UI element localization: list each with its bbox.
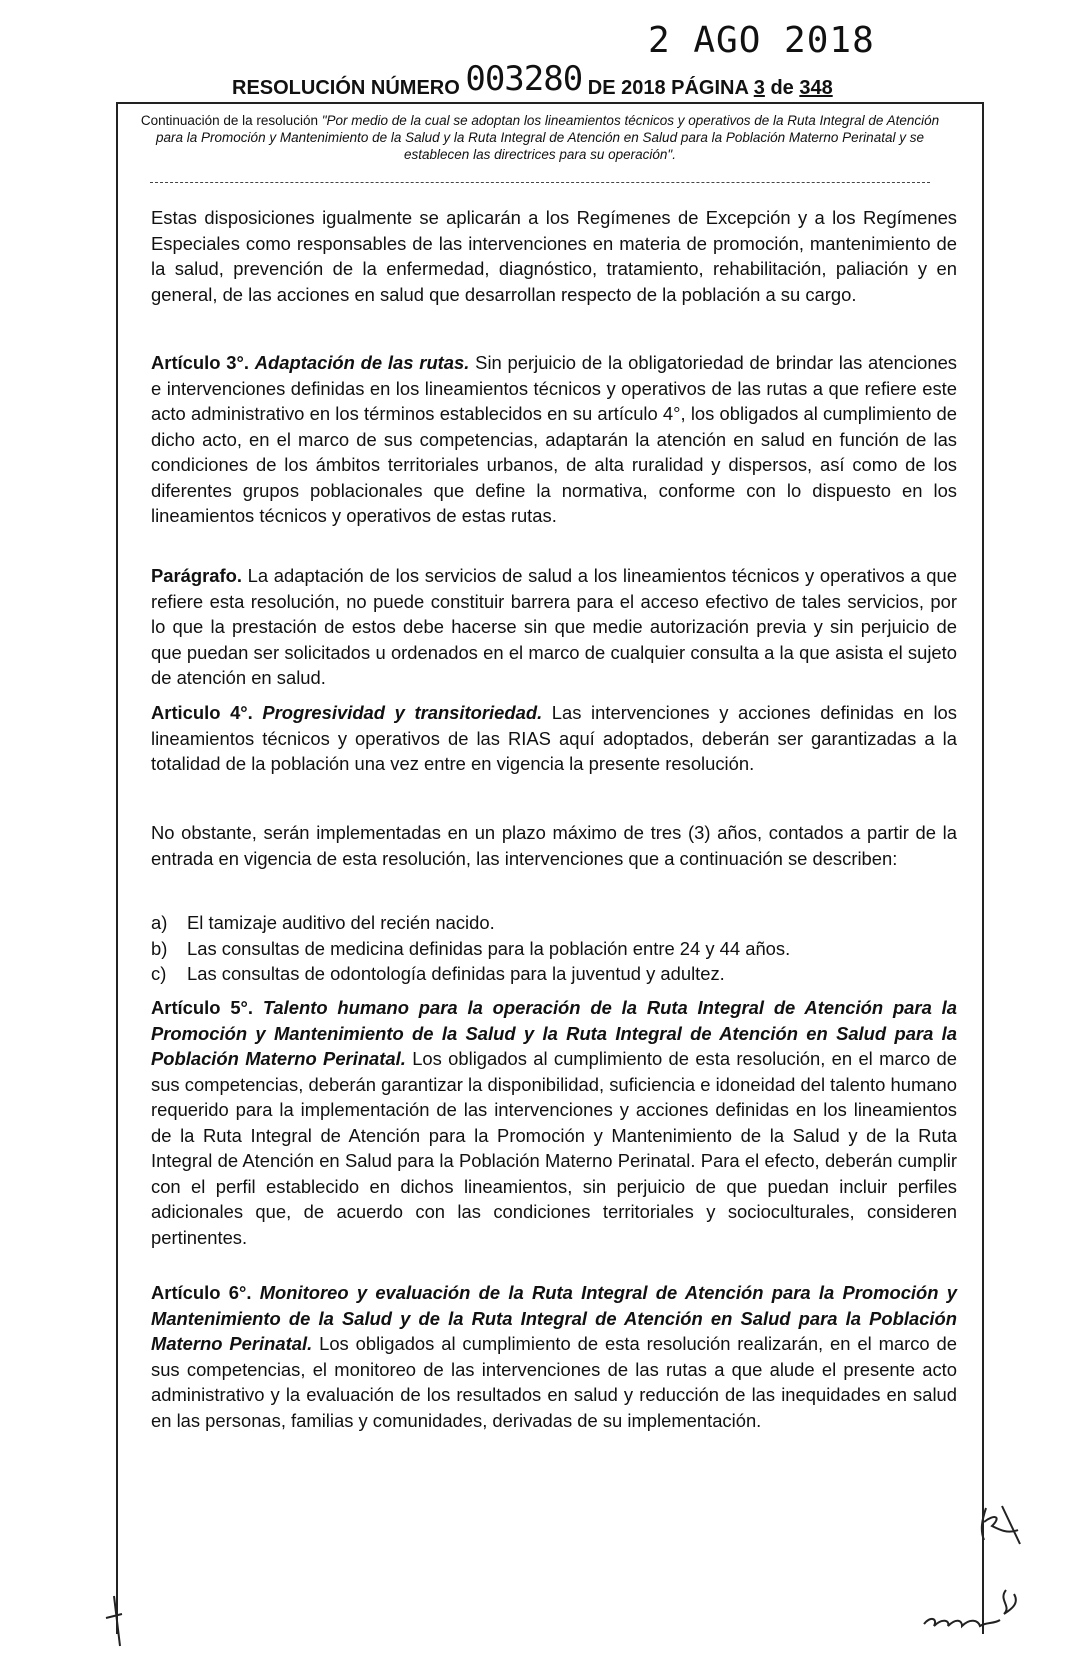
paragraph-plazo: No obstante, serán implementadas en un plazo máximo de tres (3) años, contados a partir de la entrada en vigencia de esta resolución, las intervenciones que a continuación se describen: [151, 822, 957, 869]
resolution-header [232, 59, 833, 103]
list-marker: b) [151, 937, 168, 959]
article-4-label: Articulo 4°. [151, 702, 253, 723]
article-5 [151, 995, 957, 1250]
article-4 [151, 700, 957, 777]
list-item-text: El tamizaje auditivo del recién nacido. [187, 912, 495, 933]
article-5-label: Artículo 5°. [151, 997, 254, 1018]
resolution-label: RESOLUCIÓN NÚMERO [232, 77, 460, 99]
article-4-title: Progresividad y transitoriedad. [262, 702, 543, 723]
dashed-divider [150, 182, 930, 183]
resolution-number-stamp: 003280 [465, 59, 583, 99]
list-item [151, 961, 957, 987]
article-5-text: Los obligados al cumplimiento de esta resolución, en el marco de sus competencias, deberán garantizar la disponibilidad, suficiencia e idoneidad del talento humano requerido para la implementación de las intervenciones y acciones definidas en los lineamientos de la Ruta Integral de Atención para la Promoción y Mantenimiento de la Salud y de la Ruta Integral de Atención en Salud para la Población Materno Perinatal. Para el efecto, deberán cumplir con el perfil establecido en dichos lineamientos, sin perjuicio de que puedan incluir perfiles adicionales que, de acuerdo con las condiciones territoriales y socioculturales, consideren pertinentes. [151, 1048, 957, 1248]
list-marker: c) [151, 963, 167, 984]
paragrafo-text: La adaptación de los servicios de salud a los lineamientos técnicos y operativos a que refiere esta resolución, no puede constituir barrera para el acceso efectivo de tales servicios, por lo que la prestación de estos debe hacerse sin que medie autorización previa y sin perjuicio de que puedan ser solicitados u ordenados en el marco de cualquier consulta a la que asista el sujeto de atención en salud. [151, 565, 957, 688]
page-of: de [770, 77, 794, 99]
resolution-year: DE 2018 PÁGINA [587, 77, 749, 99]
article-6-text: Los obligados al cumplimiento de esta resolución realizarán, en el marco de sus competencias, el monitoreo de las intervenciones de las rutas a que alude el presente acto administrativo y la evaluación de los resultados en salud y reducción de las inequidades en salud en las personas, familias y comunidades, derivadas de su implementación. [151, 1333, 957, 1431]
article-3-text: Sin perjuicio de la obligatoriedad de brindar las atenciones e intervenciones definidas en los lineamientos técnicos y operativos de las rutas a que refiere este acto administrativo en los términos establecidos en su artículo 4°, los obligados al cumplimiento de dicho acto, en el marco de sus competencias, adaptarán la atención en salud en función de las condiciones de los ámbitos territoriales urbanos, de alta ruralidad y dispersos, así como de los diferentes grupos poblacionales que define la normativa, conforme con lo dispuesto en los lineamientos técnicos y operativos de estas rutas. [151, 352, 957, 526]
list-item-text: Las consultas de medicina definidas para la población entre 24 y 44 años. [187, 937, 791, 959]
date-stamp: 2 AGO 2018 [648, 20, 875, 61]
intervention-list [151, 910, 957, 987]
article-6-title: Monitoreo y evaluación de la Ruta Integral de Atención para la Promoción y Mantenimiento de la Salud y de la Ruta Integral de Atención en Salud para la Población Materno Perinatal. [151, 1282, 957, 1354]
handwritten-signature-icon [920, 1580, 1030, 1640]
article-6 [151, 1280, 957, 1433]
article-3-title: Adaptación de las rutas. [254, 352, 470, 373]
article-3-label: Artículo 3°. [151, 352, 249, 373]
article-5-title: Talento humano para la operación de la Ruta Integral de Atención para la Promoción y Mantenimiento de la Salud y la Ruta Integral de Atención en Salud para la Población Materno Perinatal. [151, 997, 957, 1069]
initials-signature-icon [972, 1500, 1032, 1550]
paragrafo [151, 563, 957, 691]
paragrafo-label: Parágrafo. [151, 565, 242, 586]
list-item [151, 910, 957, 936]
article-4-text: Las intervenciones y acciones definidas en los lineamientos técnicos y operativos de las RIAS aquí adoptados, deberán ser garantizadas a la totalidad de la población una vez entre en vigencia la presente resolución. [151, 702, 957, 774]
page-number: 3 [753, 77, 765, 99]
list-item-text: Las consultas de odontología definidas para la juventud y adultez. [187, 963, 725, 984]
continuation-prefix: Continuación de la resolución [140, 113, 322, 128]
paragraph-regimenes: Estas disposiciones igualmente se aplicarán a los Regímenes de Excepción y a los Regímenes Especiales como responsables de las intervenciones en materia de promoción, mantenimiento de la salud, prevención de la enfermedad, diagnóstico, tratamiento, rehabilitación, paliación y en general, de las acciones en salud que desarrollan respecto de la población a su cargo. [151, 207, 957, 305]
article-6-label: Artículo 6°. [151, 1282, 252, 1303]
list-item [151, 936, 957, 962]
list-marker: a) [151, 912, 168, 933]
continuation-note [140, 112, 940, 163]
margin-mark-icon [100, 1590, 140, 1650]
page-total: 348 [799, 77, 833, 99]
continuation-title: "Por medio de la cual se adoptan los lineamientos técnicos y operativos de la Ruta Integral de Atención para la Promoción y Mantenimiento de la Salud y la Ruta Integral de Atención en Salud para la Población Materno Perinatal y se establecen las directrices para su operación". [156, 113, 940, 162]
article-3 [151, 350, 957, 529]
